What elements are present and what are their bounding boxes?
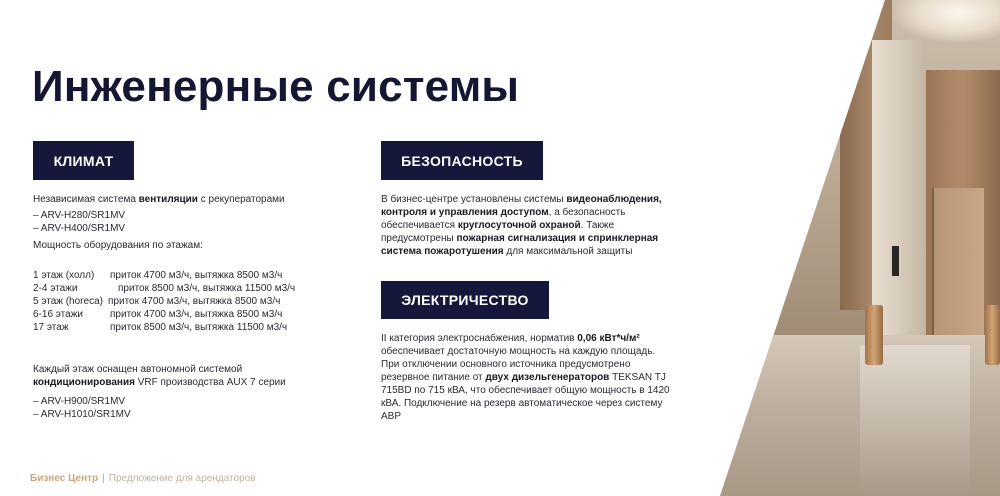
footer <box>30 473 256 484</box>
table-row <box>33 295 363 308</box>
electricity-section-label: ЭЛЕКТРИЧЕСТВО <box>381 281 549 319</box>
table-row <box>33 321 363 334</box>
photo-chandelier <box>895 0 1000 42</box>
list-item: – ARV-H900/SR1MV <box>33 395 233 408</box>
footer-separator: | <box>102 473 105 484</box>
climate-intro <box>33 193 353 206</box>
floor-name: 17 этаж <box>33 322 69 333</box>
floor-name: 5 этаж (horeca) <box>33 296 103 307</box>
photo-elevator-panel <box>892 246 899 276</box>
climate-intro-text: Независимая система <box>33 194 139 205</box>
floor-value: приток 8500 м3/ч, вытяжка 11500 м3/ч <box>118 283 296 294</box>
floor-name: 2-4 этажи <box>33 283 78 294</box>
security-bold: контроля и управления доступом <box>381 207 549 218</box>
security-bold: пожарная сигнализация и спринклерная система пожаротушения <box>381 233 659 257</box>
climate-intro-bold: вентиляции <box>138 194 198 205</box>
lobby-photo <box>720 0 1000 496</box>
list-item: – ARV-H1010/SR1MV <box>33 408 233 421</box>
ac-text: VRF производства AUX 7 серии <box>134 377 286 388</box>
security-text <box>381 193 666 258</box>
security-section-label: БЕЗОПАСНОСТЬ <box>381 141 543 180</box>
table-row <box>33 282 363 295</box>
floor-value: приток 4700 м3/ч, вытяжка 8500 м3/ч <box>108 296 281 307</box>
photo-elevator-door <box>932 188 984 338</box>
ac-models-list <box>33 395 233 421</box>
security-text-part: для максимальной защиты <box>503 246 633 257</box>
page-title: Инженерные системы <box>32 62 520 111</box>
footer-brand: Бизнес Центр <box>30 473 99 484</box>
floor-value: приток 8500 м3/ч, вытяжка 11500 м3/ч <box>110 322 288 333</box>
table-row <box>33 269 363 282</box>
electricity-bold: двух дизельгенераторов <box>485 372 610 383</box>
power-title: Мощность оборудования по этажам: <box>33 240 203 251</box>
security-text-part: В бизнес-центре установлены системы <box>381 194 567 205</box>
footer-subtitle: Предложение для арендаторов <box>108 473 256 484</box>
floor-value: приток 4700 м3/ч, вытяжка 8500 м3/ч <box>110 270 283 281</box>
floor-power-table <box>33 269 363 334</box>
electricity-text-part: обеспечивает достаточную мощность на каждую площадь. При отключении основного источника предусмотрено резервное питание от <box>381 346 656 383</box>
climate-section-label: КЛИМАТ <box>33 141 134 180</box>
table-row <box>33 308 363 321</box>
electricity-text-part: TEKSAN TJ 715BD по 715 кВА, что обеспечивает общую мощность в 1420 кВА. Подключение на резерв автоматическое через систему АВР <box>381 372 670 422</box>
climate-intro-text-end: с рекуператорами <box>197 194 285 205</box>
ac-line: Каждый этаж оснащен автономной системой <box>33 364 243 375</box>
ventilation-models-list <box>33 209 233 235</box>
photo-turnstile-post <box>865 305 883 365</box>
photo-turnstile-post <box>985 305 1000 365</box>
electricity-text-part: II категория электроснабжения, норматив <box>381 333 578 344</box>
photo-floor-reflection <box>860 345 970 496</box>
list-item: – ARV-H400/SR1MV <box>33 222 233 235</box>
photo-marble-column <box>872 40 926 340</box>
security-text-part: , а безопасность обеспечивается <box>381 207 626 231</box>
floor-value: приток 4700 м3/ч, вытяжка 8500 м3/ч <box>110 309 283 320</box>
ac-line <box>33 376 333 389</box>
air-conditioning-text <box>33 363 333 389</box>
security-bold: видеонаблюдения, <box>566 194 662 205</box>
list-item: – ARV-H280/SR1MV <box>33 209 233 222</box>
electricity-text <box>381 332 671 423</box>
ac-bold: кондиционирования <box>33 377 135 388</box>
security-bold: круглосуточной охраной <box>457 220 581 231</box>
floor-name: 1 этаж (холл) <box>33 270 95 281</box>
security-text-part: . Также предусмотрены <box>381 220 615 244</box>
electricity-bold: 0,06 кВт*ч/м² <box>577 333 640 344</box>
floor-name: 6-16 этажи <box>33 309 83 320</box>
